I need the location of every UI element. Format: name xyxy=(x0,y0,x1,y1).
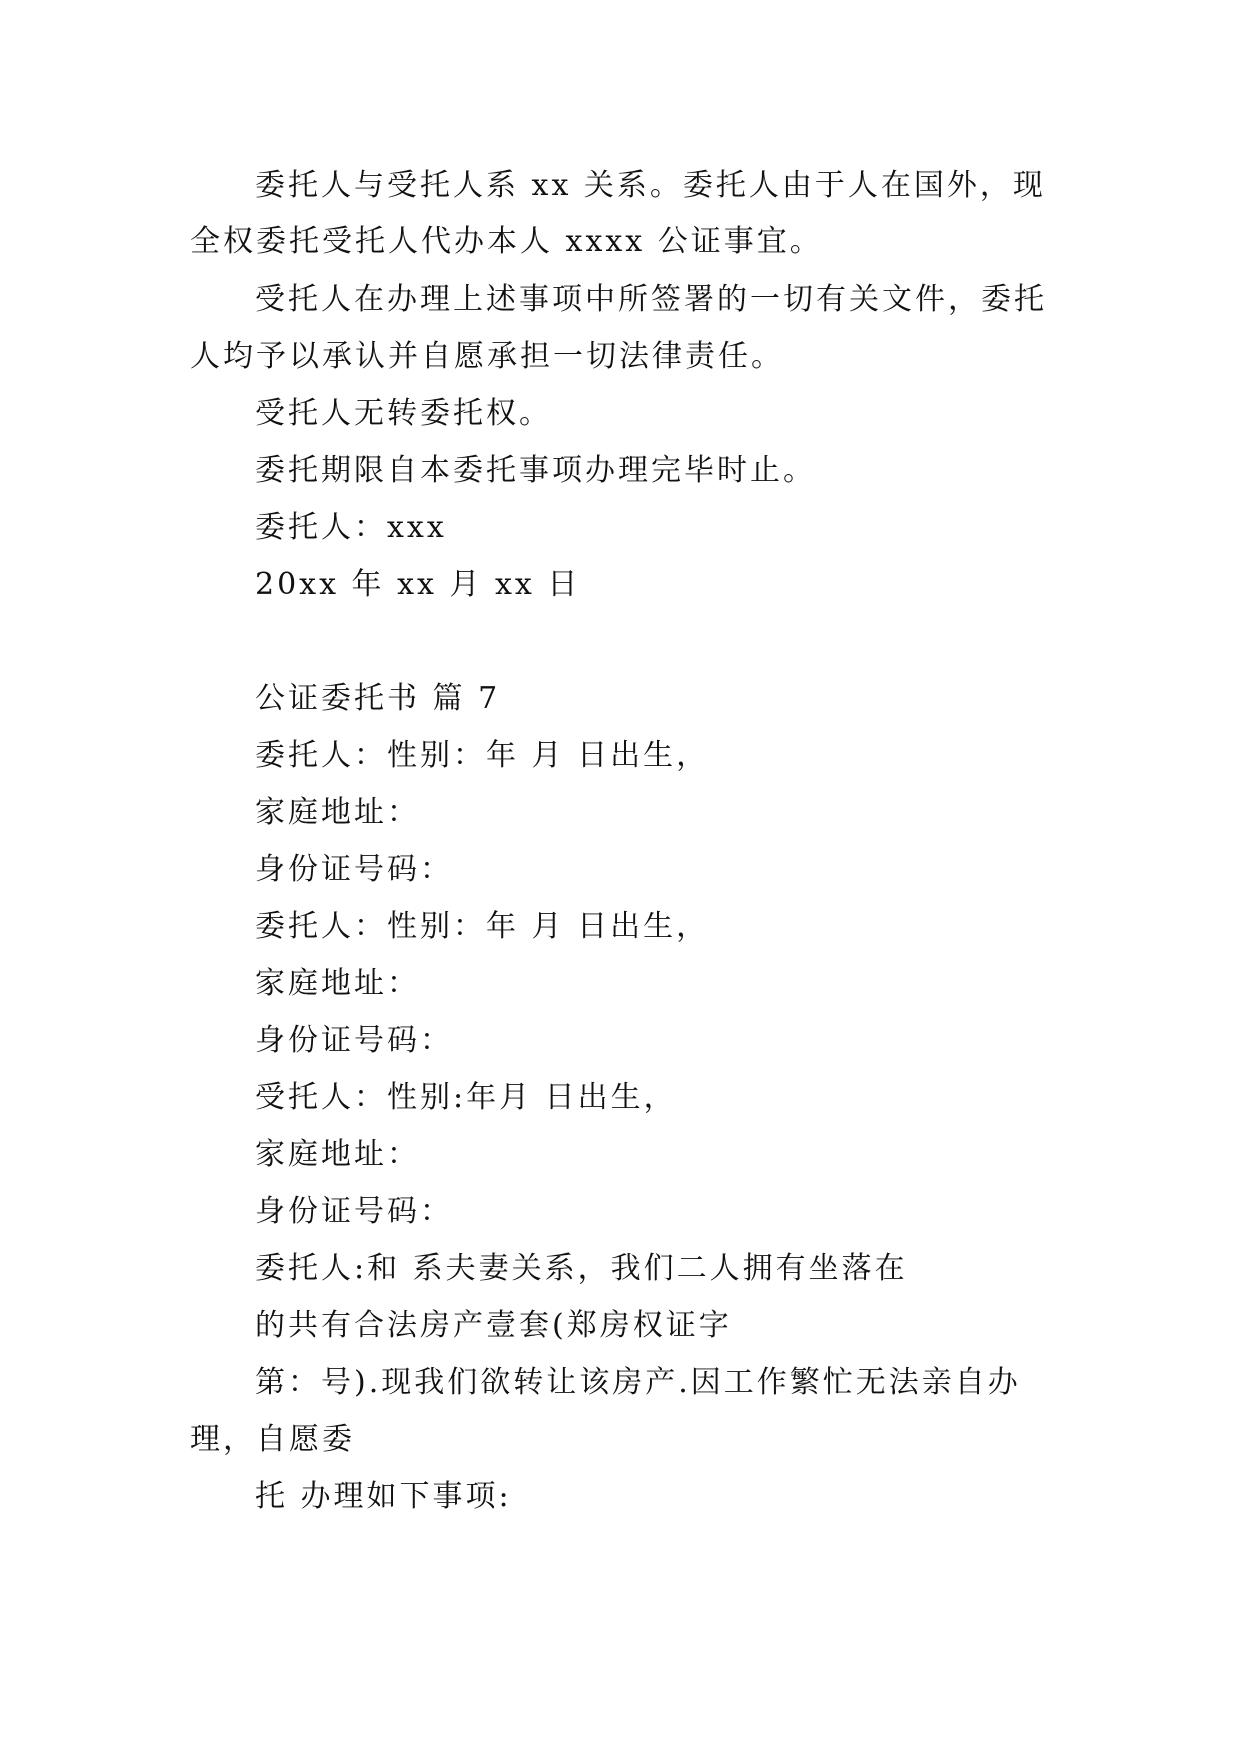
paragraph-line: 委托人:和 系夫妻关系，我们二人拥有坐落在 xyxy=(255,1251,908,1286)
paragraph-line: 全权委托受托人代办本人 xxxx 公证事宜。 xyxy=(190,224,823,259)
paragraph-line: 委托人与受托人系 xx 关系。委托人由于人在国外，现 xyxy=(255,168,1046,203)
form-field-line: 身份证号码： xyxy=(255,852,453,887)
paragraph-line: 第：号).现我们欲转让该房产.因工作繁忙无法亲自办 xyxy=(255,1365,1021,1400)
paragraph-line: 委托期限自本委托事项办理完毕时止。 xyxy=(255,453,816,488)
signatory-line: 委托人：xxx xyxy=(255,510,447,545)
paragraph-line: 受托人在办理上述事项中所签署的一切有关文件，委托 xyxy=(255,282,1047,317)
paragraph-line: 托 办理如下事项: xyxy=(255,1479,512,1514)
paragraph-line: 受托人无转委托权。 xyxy=(255,396,552,431)
form-field-line: 受托人：性别:年月 日出生， xyxy=(255,1080,677,1115)
paragraph-line: 理，自愿委 xyxy=(190,1422,355,1457)
form-field-line: 家庭地址： xyxy=(255,795,420,830)
date-line: 20xx 年 xx 月 xx 日 xyxy=(255,567,581,602)
form-field-line: 身份证号码： xyxy=(255,1194,453,1229)
paragraph-line: 的共有合法房产壹套(郑房权证字 xyxy=(255,1308,732,1343)
form-field-line: 身份证号码： xyxy=(255,1023,453,1058)
form-field-line: 委托人：性别：年 月 日出生， xyxy=(255,738,710,773)
section-heading: 公证委托书 篇 7 xyxy=(255,681,501,716)
paragraph-line: 人均予以承认并自愿承担一切法律责任。 xyxy=(190,339,784,374)
form-field-line: 委托人：性别：年 月 日出生， xyxy=(255,909,710,944)
form-field-line: 家庭地址： xyxy=(255,1137,420,1172)
form-field-line: 家庭地址： xyxy=(255,966,420,1001)
